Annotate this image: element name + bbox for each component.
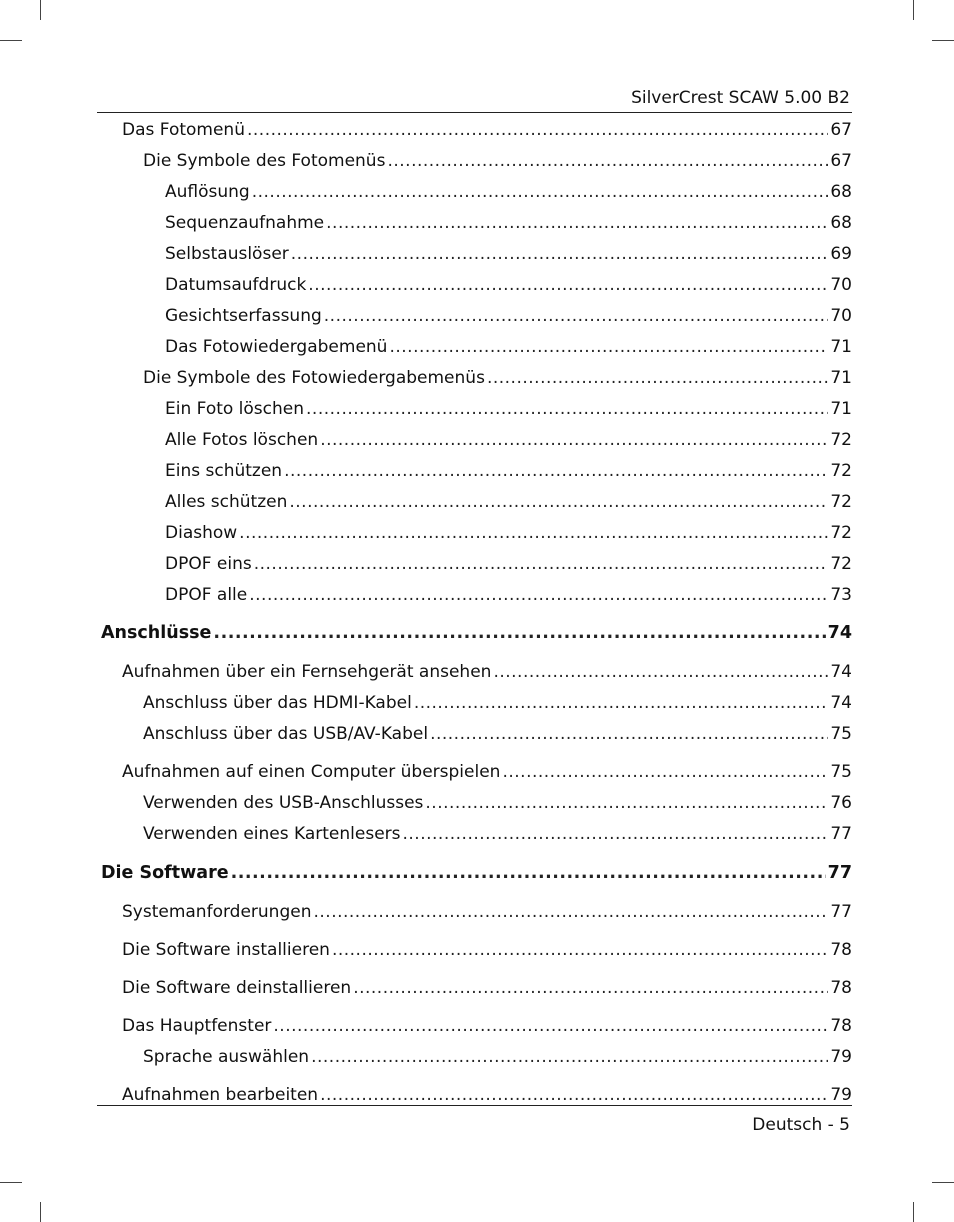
toc-dot-leader bbox=[284, 460, 828, 482]
toc-dot-leader bbox=[291, 243, 829, 265]
toc-entry-title: Alle Fotos löschen bbox=[165, 430, 319, 450]
toc-dot-leader bbox=[273, 1015, 828, 1037]
toc-entry-title: DPOF eins bbox=[165, 554, 252, 574]
toc-dot-leader bbox=[252, 181, 829, 203]
toc-dot-leader bbox=[313, 901, 828, 923]
toc-entry-page: 70 bbox=[830, 306, 852, 326]
toc-entry[interactable] bbox=[143, 723, 852, 745]
toc-entry-title: Die Software deinstallieren bbox=[122, 978, 352, 998]
toc-entry-title: Diashow bbox=[165, 523, 238, 543]
toc-dot-leader bbox=[387, 150, 828, 172]
toc-entry-title: Eins schützen bbox=[165, 461, 283, 481]
toc-entry-title: Anschluss über das HDMI-Kabel bbox=[143, 693, 412, 713]
toc-entry[interactable] bbox=[122, 901, 852, 923]
toc-dot-leader bbox=[403, 823, 829, 845]
toc-entry[interactable] bbox=[165, 274, 852, 296]
toc-entry-page: 73 bbox=[830, 585, 852, 605]
toc-entry-page: 67 bbox=[830, 151, 852, 171]
toc-entry[interactable] bbox=[165, 243, 852, 265]
toc-entry-title: Sprache auswählen bbox=[143, 1047, 310, 1067]
toc-entry[interactable] bbox=[165, 398, 852, 420]
toc-entry[interactable] bbox=[165, 584, 852, 606]
toc-entry-title: Aufnahmen auf einen Computer überspielen bbox=[122, 762, 501, 782]
toc-entry-title: Die Software bbox=[101, 863, 229, 883]
toc-entry-title: Auflösung bbox=[165, 182, 250, 202]
toc-entry-page: 78 bbox=[830, 940, 852, 960]
toc-dot-leader bbox=[353, 977, 828, 999]
toc-entry-title: Anschlüsse bbox=[101, 623, 212, 643]
page-footer: Deutsch - 5 bbox=[752, 1115, 850, 1135]
toc-entry-page: 71 bbox=[830, 368, 852, 388]
toc-dot-leader bbox=[324, 305, 829, 327]
toc-entry-title: Datumsaufdruck bbox=[165, 275, 307, 295]
toc-entry[interactable] bbox=[122, 939, 852, 961]
toc-entry-title: Das Fotomenü bbox=[122, 120, 245, 140]
toc-entry-page: 72 bbox=[830, 492, 852, 512]
toc-entry-page: 71 bbox=[830, 337, 852, 357]
toc-entry-page: 72 bbox=[830, 523, 852, 543]
toc-entry-page: 79 bbox=[830, 1085, 852, 1105]
toc-entry[interactable] bbox=[122, 977, 852, 999]
toc-dot-leader bbox=[306, 398, 828, 420]
toc-entry-title: Verwenden eines Kartenlesers bbox=[143, 824, 401, 844]
toc-entry-title: Die Software installieren bbox=[122, 940, 330, 960]
toc-entry-page: 74 bbox=[827, 623, 852, 643]
toc-entry-title: Sequenzaufnahme bbox=[165, 213, 325, 233]
toc-entry-title: Das Hauptfenster bbox=[122, 1016, 272, 1036]
toc-entry-title: Verwenden des USB-Anschlusses bbox=[143, 793, 424, 813]
page-header: SilverCrest SCAW 5.00 B2 bbox=[631, 88, 850, 108]
toc-entry-page: 69 bbox=[830, 244, 852, 264]
toc-entry-page: 75 bbox=[830, 762, 852, 782]
toc-entry-title: Systemanforderungen bbox=[122, 902, 312, 922]
toc-dot-leader bbox=[487, 367, 828, 389]
toc-entry-title: Gesichtserfassung bbox=[165, 306, 322, 326]
toc-dot-leader bbox=[239, 522, 828, 544]
toc-entry[interactable] bbox=[165, 553, 852, 575]
toc-entry[interactable] bbox=[165, 336, 852, 358]
toc-dot-leader bbox=[311, 1046, 828, 1068]
toc-entry[interactable] bbox=[165, 181, 852, 203]
toc-dot-leader bbox=[320, 1084, 828, 1106]
toc-entry[interactable] bbox=[165, 460, 852, 482]
toc-dot-leader bbox=[493, 661, 828, 683]
toc-entry-page: 68 bbox=[830, 182, 852, 202]
toc-entry[interactable] bbox=[165, 491, 852, 513]
toc-entry-page: 68 bbox=[830, 213, 852, 233]
toc-entry-page: 75 bbox=[830, 724, 852, 744]
toc-dot-leader bbox=[414, 692, 829, 714]
toc-entry-title: Alles schützen bbox=[165, 492, 288, 512]
toc-entry-page: 71 bbox=[830, 399, 852, 419]
toc-entry-title: DPOF alle bbox=[165, 585, 248, 605]
toc-entry-title: Anschluss über das USB/AV-Kabel bbox=[143, 724, 429, 744]
toc-entry[interactable] bbox=[122, 119, 852, 141]
toc-entry-title: Das Fotowiedergabemenü bbox=[165, 337, 388, 357]
toc-entry[interactable] bbox=[122, 1084, 852, 1106]
toc-dot-leader bbox=[289, 491, 828, 513]
toc-entry[interactable] bbox=[122, 661, 852, 683]
toc-entry[interactable] bbox=[122, 761, 852, 783]
toc-entry-title: Die Symbole des Fotowiedergabemenüs bbox=[143, 368, 485, 388]
toc-entry-page: 77 bbox=[827, 863, 852, 883]
toc-dot-leader bbox=[326, 212, 828, 234]
toc-entry-title: Selbstauslöser bbox=[165, 244, 289, 264]
toc-entry-page: 67 bbox=[830, 120, 852, 140]
toc-entry-page: 78 bbox=[830, 978, 852, 998]
toc-entry[interactable] bbox=[165, 429, 852, 451]
toc-entry-page: 77 bbox=[830, 824, 852, 844]
toc-entry[interactable] bbox=[122, 1015, 852, 1037]
toc-entry-page: 76 bbox=[830, 793, 852, 813]
toc-entry-page: 72 bbox=[830, 430, 852, 450]
toc-entry-title: Ein Foto löschen bbox=[165, 399, 305, 419]
toc-dot-leader bbox=[389, 336, 828, 358]
toc-entry[interactable] bbox=[143, 692, 852, 714]
toc-dot-leader bbox=[249, 584, 828, 606]
footer-rule bbox=[97, 1105, 852, 1106]
toc-dot-leader bbox=[430, 723, 828, 745]
toc-entry-page: 70 bbox=[830, 275, 852, 295]
toc-entry-title: Aufnahmen bearbeiten bbox=[122, 1085, 319, 1105]
toc-dot-leader bbox=[332, 939, 828, 961]
toc-dot-leader bbox=[320, 429, 828, 451]
toc-dot-leader bbox=[213, 622, 825, 644]
toc-entry-page: 72 bbox=[830, 461, 852, 481]
toc-dot-leader bbox=[254, 553, 829, 575]
toc-entry[interactable] bbox=[165, 212, 852, 234]
toc-entry-page: 74 bbox=[830, 662, 852, 682]
toc-entry[interactable] bbox=[165, 522, 852, 544]
toc-entry[interactable] bbox=[143, 1046, 852, 1068]
toc-dot-leader bbox=[247, 119, 828, 141]
toc-dot-leader bbox=[425, 792, 828, 814]
toc-dot-leader bbox=[502, 761, 828, 783]
toc-entry-title: Aufnahmen über ein Fernsehgerät ansehen bbox=[122, 662, 492, 682]
toc-entry[interactable] bbox=[165, 305, 852, 327]
toc-entry-page: 78 bbox=[830, 1016, 852, 1036]
toc-entry[interactable] bbox=[143, 823, 852, 845]
toc-entry-page: 74 bbox=[830, 693, 852, 713]
toc-entry[interactable] bbox=[143, 367, 852, 389]
toc-entry-page: 79 bbox=[830, 1047, 852, 1067]
toc-entry-page: 72 bbox=[830, 554, 852, 574]
toc-entry[interactable] bbox=[143, 150, 852, 172]
toc-entry-title: Die Symbole des Fotomenüs bbox=[143, 151, 386, 171]
toc-entry-page: 77 bbox=[830, 902, 852, 922]
toc-entry[interactable] bbox=[101, 622, 852, 644]
toc-dot-leader bbox=[231, 862, 826, 884]
toc-entry[interactable] bbox=[143, 792, 852, 814]
toc-dot-leader bbox=[308, 274, 828, 296]
toc-entry[interactable] bbox=[101, 862, 852, 884]
